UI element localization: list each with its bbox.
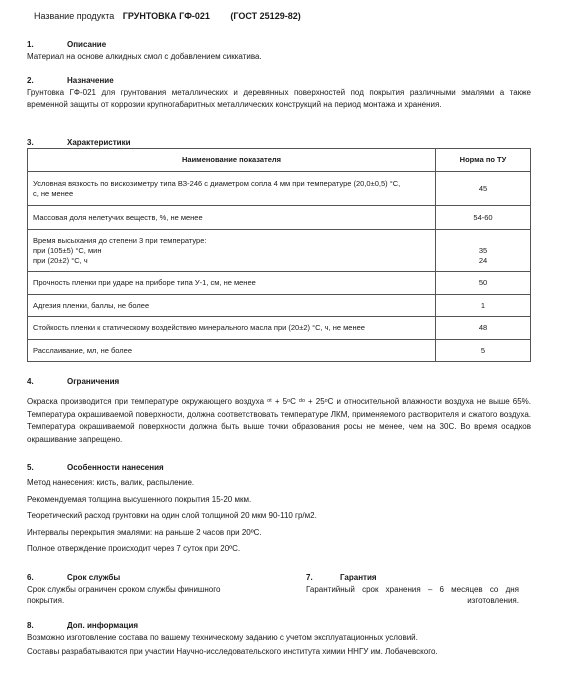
- section-8-line: Составы разрабатываются при участии Научно-исследовательского института химии ННГУ им. Лобачевского.: [27, 647, 438, 656]
- header-value: Норма по ТУ: [436, 149, 531, 172]
- section-4-text: Окраска производится при температуре окружающего воздуха ᵒᵗ + 5ᵒС ᵈᵒ + 25ᵒС и относительной влажности воздуха не выше 65%. Температура окрашиваемой поверхности, должна соответствовать температуре ЛКМ, применяемого растворителя и сжатого воздуха. Температура окрашиваемой поверхности должна быть выше точки образования росы не менее, чем на 30С. Во время осадков окрашивание запрещено.: [27, 397, 531, 444]
- product-header: [34, 10, 301, 22]
- section-1-heading: 1. Описание: [27, 40, 107, 49]
- product-name: ГРУНТОВКА ГФ-021: [122, 11, 210, 21]
- section-5-line: Интервалы перекрытия эмалями: на раньше 2 часов при 20ºС.: [27, 528, 262, 537]
- product-label: Название продукта: [34, 11, 115, 21]
- section-5-line: Рекомендуемая толщина высушенного покрытия 15-20 мкм.: [27, 495, 252, 504]
- section-1-text: Материал на основе алкидных смол с добавлением сиккатива.: [27, 52, 262, 61]
- table-header-row: [28, 149, 531, 172]
- section-2-heading: 2. Назначение: [27, 76, 114, 85]
- section-7-heading: 7. Гарантия: [306, 573, 377, 582]
- section-8-line: Возможно изготовление состава по вашему техническому заданию с учетом эксплуатационных условий.: [27, 633, 418, 642]
- header-name: Наименование показателя: [28, 149, 436, 172]
- section-5-line: Полное отверждение происходит через 7 суток при 20ºС.: [27, 544, 241, 553]
- characteristics-table: [27, 148, 531, 362]
- section-5-heading: 5. Особенности нанесения: [27, 463, 164, 472]
- table-row: Массовая доля нелетучих веществ, %, не менее 54-60: [28, 206, 531, 230]
- table-row: Условная вязкость по вискозиметру типа ВЗ-246 с диаметром сопла 4 мм при температуре (20,0±0,5) °С, с, не менее 45: [28, 172, 531, 206]
- table-row: Расслаивание, мл, не более 5: [28, 340, 531, 362]
- section-5-line: Теоретический расход грунтовки на один слой толщиной 20 мкм 90-110 гр/м2.: [27, 511, 317, 520]
- section-3-heading: 3. Характеристики: [27, 138, 131, 147]
- section-7-text: Гарантийный срок хранения – 6 месяцев со дня изготовления.: [306, 585, 519, 605]
- product-gost: (ГОСТ 25129-82): [230, 11, 301, 21]
- section-8-heading: 8. Доп. информация: [27, 621, 139, 630]
- section-4-heading: 4. Ограничения: [27, 377, 120, 386]
- section-5-line: Метод нанесения: кисть, валик, распыление.: [27, 478, 195, 487]
- table-row: Адгезия пленки, баллы, не более 1: [28, 295, 531, 317]
- section-6-heading: 6. Срок службы: [27, 573, 121, 582]
- table-row: Прочность пленки при ударе на приборе типа У-1, см, не менее 50: [28, 272, 531, 295]
- table-row: Время высыхания до степени 3 при температуре: при (105±5) °С, мин при (20±2) °С, ч 35 24: [28, 230, 531, 272]
- section-2-text: Грунтовка ГФ-021 для грунтования металлических и деревянных поверхностей под покрытия различными эмалями а также временной защиты от коррозии крупногабаритных металлических конструкций на период монтажа и хранения.: [27, 88, 531, 109]
- section-6-text: Срок службы ограничен сроком службы финишного покрытия.: [27, 585, 221, 605]
- table-row: Стойкость пленки к статическому воздействию минерального масла при (20±2) °С, ч, не менее 48: [28, 317, 531, 340]
